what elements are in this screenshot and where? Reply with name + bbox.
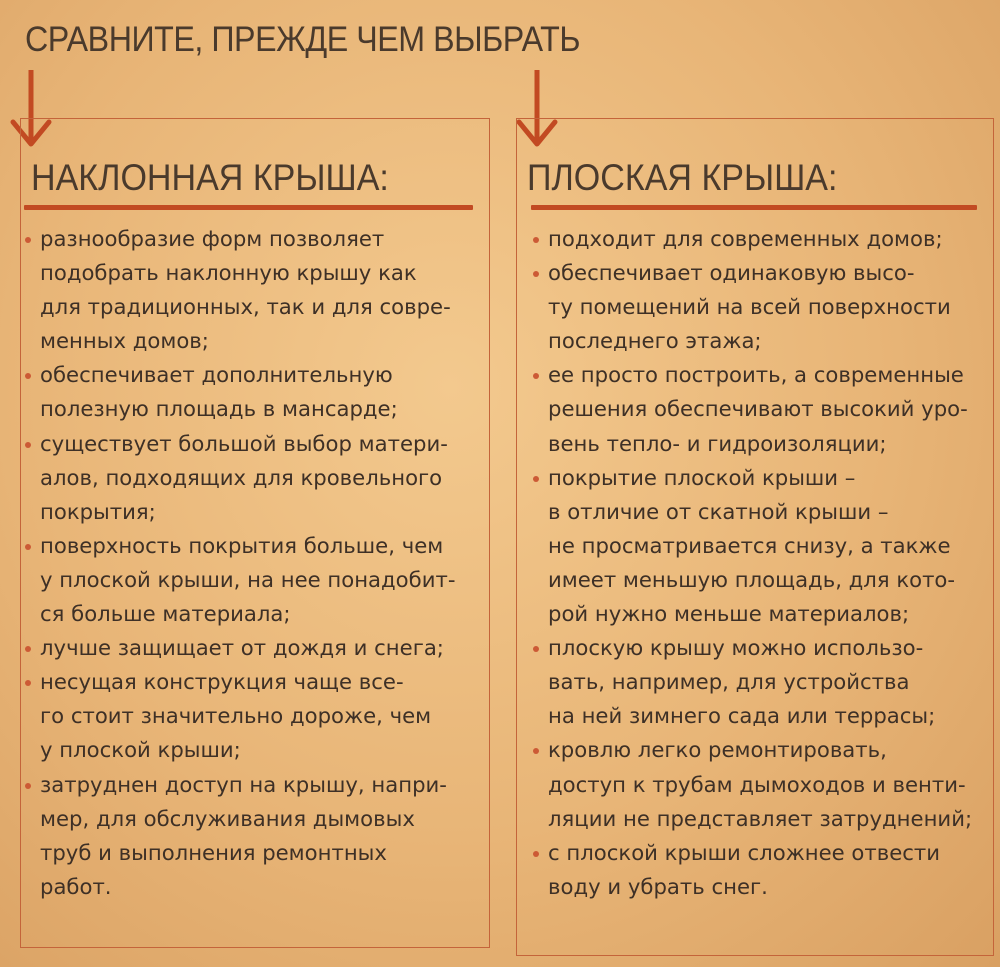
list-item-continuation: [21, 290, 455, 324]
list-item-text: в отличие от скатной крыши –: [548, 498, 889, 524]
list-item: [517, 222, 972, 256]
list-item-continuation: [21, 324, 455, 358]
list-item-text: менных домов;: [40, 328, 209, 354]
list-item-text: с плоской крыши сложнее отвести: [548, 839, 941, 865]
list-item-text: для традиционных, так и для совре-: [40, 294, 451, 320]
list-item: [21, 358, 455, 392]
list-item-text: мер, для обслуживания дымовых: [40, 805, 415, 831]
list-item-text: труб и выполнения ремонтных: [40, 839, 387, 865]
bullet-dot-icon: [25, 237, 31, 243]
bullet-dot-icon: [533, 373, 539, 379]
list-item-text: несущая конструкция чаще все-: [40, 669, 404, 695]
list-item-text: алов, подходящих для кровельного: [40, 464, 443, 490]
list-item-text: покрытия;: [40, 498, 156, 524]
list-item: [21, 665, 455, 699]
list-item: [517, 733, 972, 767]
list-item-text: у плоской крыши, на нее понадобит-: [40, 566, 456, 592]
page-title: СРАВНИТЕ, ПРЕЖДЕ ЧЕМ ВЫБРАТЬ: [25, 20, 581, 59]
list-item-text: доступ к трубам дымоходов и венти-: [548, 771, 966, 797]
list-item-text: последнего этажа;: [548, 328, 762, 354]
list-item-continuation: [21, 733, 455, 767]
bullet-dot-icon: [533, 851, 539, 857]
list-item-continuation: [517, 665, 972, 699]
list-item: [517, 836, 972, 870]
list-item-text: разнообразие форм позволяет: [40, 226, 385, 251]
list-item-continuation: [517, 495, 972, 529]
heading-rule: [24, 205, 473, 210]
list-item-text: работ.: [40, 873, 112, 899]
list-item-text: кровлю легко ремонтировать,: [548, 737, 887, 763]
list-item-text: обеспечивает одинаковую высо-: [548, 260, 915, 286]
list-item-continuation: [517, 427, 972, 461]
list-item-text: затруднен доступ на крышу, напри-: [40, 771, 447, 797]
list-item-text: ся больше материала;: [40, 601, 291, 627]
list-item-text: поверхность покрытия больше, чем: [40, 532, 444, 558]
list-item-text: вень тепло- и гидроизоляции;: [548, 430, 887, 456]
list-item-text: у плоской крыши;: [40, 737, 241, 763]
list-item-text: ту помещений на всей поверхности: [548, 294, 951, 320]
list-item: [21, 222, 455, 256]
list-item-continuation: [21, 563, 455, 597]
bullet-dot-icon: [533, 748, 539, 754]
list-item-text: обеспечивает дополнительную: [40, 362, 393, 388]
list-item-text: рой нужно меньше материалов;: [548, 601, 910, 627]
list-item-continuation: [517, 563, 972, 597]
list-item-continuation: [21, 461, 455, 495]
list-item: [517, 358, 972, 392]
sloped-roof-panel: [20, 118, 490, 948]
list-item-continuation: [517, 699, 972, 733]
list-item-continuation: [21, 870, 455, 904]
list-item: [517, 631, 972, 665]
list-item-text: подходит для современных домов;: [548, 226, 943, 251]
list-item-continuation: [21, 256, 455, 290]
list-item: [21, 631, 455, 665]
bullet-dot-icon: [25, 544, 31, 550]
list-item-text: подобрать наклонную крышу как: [40, 260, 417, 286]
list-item-text: полезную площадь в мансарде;: [40, 396, 398, 422]
bullet-dot-icon: [25, 783, 31, 789]
list-item-text: вать, например, для устройства: [548, 669, 910, 695]
list-item-text: решения обеспечивают высокий уро-: [548, 396, 968, 422]
list-item-text: ее просто построить, а современные: [548, 362, 964, 388]
list-item-text: имеет меньшую площадь, для кото-: [548, 566, 956, 592]
list-item: [21, 427, 455, 461]
heading-rule: [531, 205, 977, 210]
list-item-text: ляции не представляет затруднений;: [548, 805, 973, 831]
list-item-continuation: [517, 529, 972, 563]
list-item-text: го стоит значительно дороже, чем: [40, 703, 432, 729]
bullet-dot-icon: [533, 237, 539, 243]
bullet-dot-icon: [25, 373, 31, 379]
list-item: [21, 529, 455, 563]
list-item-text: плоскую крышу можно использо-: [548, 635, 924, 661]
list-item-continuation: [21, 699, 455, 733]
list-item-text: воду и убрать снег.: [548, 873, 768, 899]
list-item-continuation: [517, 290, 972, 324]
list-item: [21, 768, 455, 802]
list-item-continuation: [21, 597, 455, 631]
bullet-dot-icon: [25, 646, 31, 652]
flat-roof-list: [517, 222, 972, 904]
list-item: [517, 256, 972, 290]
list-item-text: на ней зимнего сада или террасы;: [548, 703, 936, 729]
list-item-text: лучше защищает от дождя и снега;: [40, 635, 444, 661]
list-item-continuation: [517, 768, 972, 802]
list-item-text: не просматривается снизу, а также: [548, 532, 951, 558]
bullet-dot-icon: [533, 646, 539, 652]
list-item-continuation: [517, 870, 972, 904]
list-item-continuation: [517, 802, 972, 836]
list-item-continuation: [517, 324, 972, 358]
list-item-continuation: [517, 597, 972, 631]
bullet-dot-icon: [533, 271, 539, 277]
list-item-text: существует большой выбор матери-: [40, 430, 448, 456]
sloped-roof-list: [21, 222, 455, 904]
bullet-dot-icon: [25, 680, 31, 686]
flat-roof-panel: [516, 118, 994, 956]
list-item-continuation: [517, 392, 972, 426]
list-item-continuation: [21, 802, 455, 836]
list-item-continuation: [21, 392, 455, 426]
bullet-dot-icon: [25, 442, 31, 448]
bullet-dot-icon: [533, 476, 539, 482]
flat-roof-heading: ПЛОСКАЯ КРЫША:: [527, 157, 838, 198]
list-item-text: покрытие плоской крыши –: [548, 464, 856, 490]
list-item: [517, 461, 972, 495]
list-item-continuation: [21, 836, 455, 870]
list-item-continuation: [21, 495, 455, 529]
sloped-roof-heading: НАКЛОННАЯ КРЫША:: [31, 157, 389, 198]
